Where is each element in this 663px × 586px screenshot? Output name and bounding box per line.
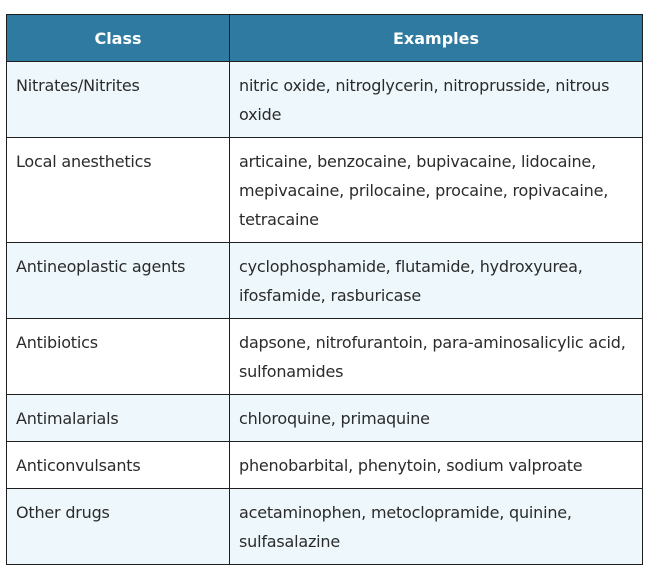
table-row <box>7 395 643 442</box>
header-examples: Examples <box>230 15 643 62</box>
table-row <box>7 489 643 565</box>
examples-cell: nitric oxide, nitroglycerin, nitroprusside, nitrous oxide <box>230 62 643 138</box>
class-cell: Other drugs <box>7 489 230 565</box>
examples-cell: acetaminophen, metoclopramide, quinine, sulfasalazine <box>230 489 643 565</box>
examples-cell: phenobarbital, phenytoin, sodium valproate <box>230 442 643 489</box>
header-class: Class <box>7 15 230 62</box>
table-row <box>7 243 643 319</box>
drug-class-table <box>6 14 643 565</box>
examples-cell: articaine, benzocaine, bupivacaine, lidocaine, mepivacaine, prilocaine, procaine, ropivacaine, tetracaine <box>230 138 643 243</box>
table-row <box>7 62 643 138</box>
examples-cell: cyclophosphamide, flutamide, hydroxyurea, ifosfamide, rasburicase <box>230 243 643 319</box>
class-cell: Anticonvulsants <box>7 442 230 489</box>
table-row <box>7 319 643 395</box>
class-cell: Nitrates/Nitrites <box>7 62 230 138</box>
examples-cell: chloroquine, primaquine <box>230 395 643 442</box>
class-cell: Antibiotics <box>7 319 230 395</box>
class-cell: Antimalarials <box>7 395 230 442</box>
table-header-row <box>7 15 643 62</box>
table-row <box>7 442 643 489</box>
class-cell: Local anesthetics <box>7 138 230 243</box>
table-row <box>7 138 643 243</box>
class-cell: Antineoplastic agents <box>7 243 230 319</box>
examples-cell: dapsone, nitrofurantoin, para-aminosalicylic acid, sulfonamides <box>230 319 643 395</box>
